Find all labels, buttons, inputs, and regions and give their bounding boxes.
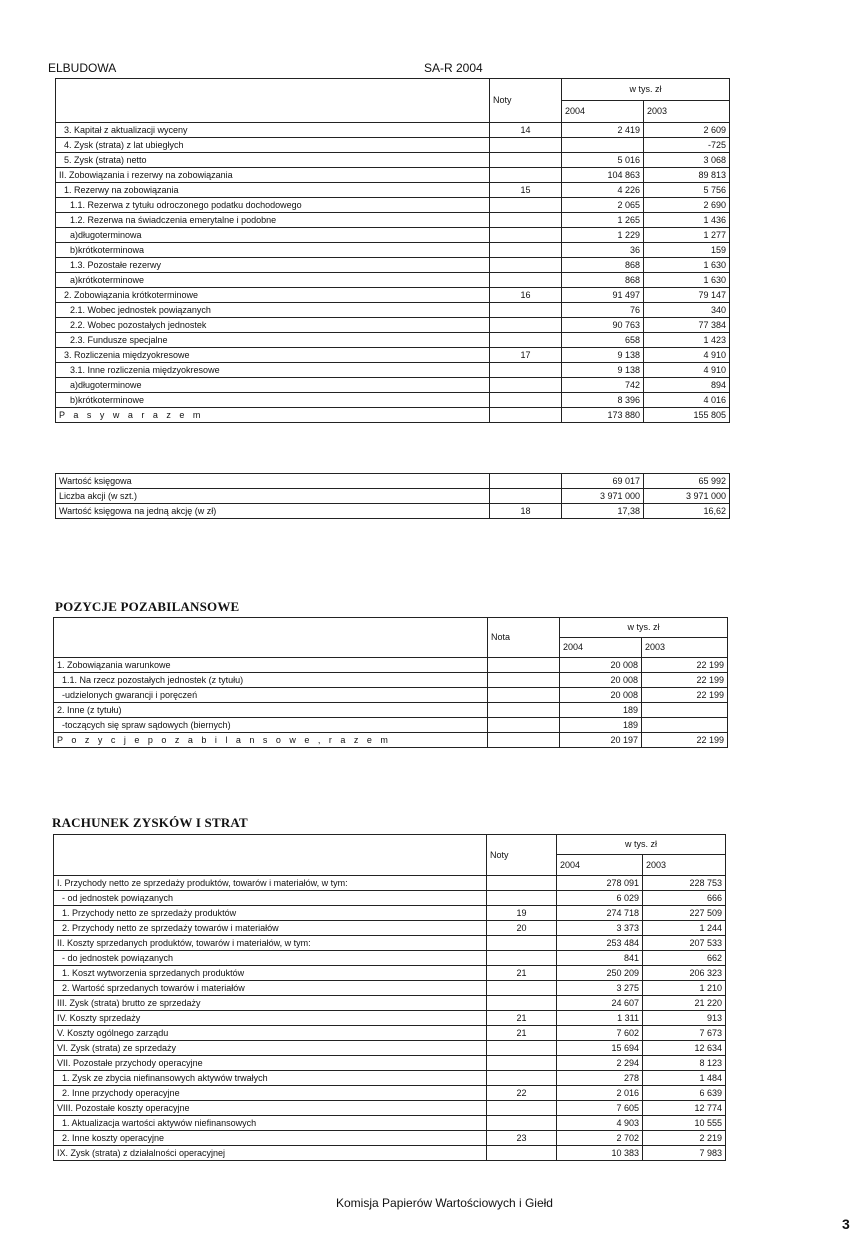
value-2004 <box>562 138 644 153</box>
row-note: 21 <box>487 1026 557 1041</box>
value-2003: 662 <box>643 951 726 966</box>
row-note <box>487 996 557 1011</box>
value-2004: 2 702 <box>557 1131 643 1146</box>
value-2003: 3 068 <box>644 153 730 168</box>
value-2003: 5 756 <box>644 183 730 198</box>
value-2004: 5 016 <box>562 153 644 168</box>
row-label: 1.2. Rezerwa na świadczenia emerytalne i podobne <box>56 213 490 228</box>
table-row <box>54 718 728 733</box>
footer-text: Komisja Papierów Wartościowych i Giełd <box>336 1196 553 1210</box>
report-id: SA-R 2004 <box>424 61 483 75</box>
row-note <box>490 378 562 393</box>
table-row <box>56 303 730 318</box>
value-2003: -725 <box>644 138 730 153</box>
table-row <box>56 378 730 393</box>
value-2004: 278 091 <box>557 876 643 891</box>
row-note <box>490 168 562 183</box>
value-2003: 1 436 <box>644 213 730 228</box>
table-row <box>56 474 730 489</box>
row-note <box>487 951 557 966</box>
row-note <box>490 243 562 258</box>
row-note <box>487 1101 557 1116</box>
row-note: 17 <box>490 348 562 363</box>
row-note: 22 <box>487 1086 557 1101</box>
value-2004: 90 763 <box>562 318 644 333</box>
table-row <box>54 981 726 996</box>
table-row <box>56 318 730 333</box>
table-row <box>54 658 728 673</box>
table-row <box>56 504 730 519</box>
table-row <box>56 363 730 378</box>
value-2003: 666 <box>643 891 726 906</box>
row-label: - od jednostek powiązanych <box>54 891 487 906</box>
value-2003: 2 609 <box>644 123 730 138</box>
row-note <box>487 876 557 891</box>
row-note <box>490 333 562 348</box>
row-label: 1. Rezerwy na zobowiązania <box>56 183 490 198</box>
value-2003 <box>642 703 728 718</box>
value-2003: 894 <box>644 378 730 393</box>
row-label: -udzielonych gwarancji i poręczeń <box>54 688 488 703</box>
table-row <box>54 951 726 966</box>
row-label: VIII. Pozostałe koszty operacyjne <box>54 1101 487 1116</box>
year-2004-header: 2004 <box>562 101 644 123</box>
value-2003: 22 199 <box>642 658 728 673</box>
row-note <box>488 703 560 718</box>
value-2004: 3 971 000 <box>562 489 644 504</box>
value-2003: 1 484 <box>643 1071 726 1086</box>
value-2004: 253 484 <box>557 936 643 951</box>
value-2003: 10 555 <box>643 1116 726 1131</box>
offbalance-table <box>53 617 728 748</box>
table-row <box>54 966 726 981</box>
header-blank <box>56 79 490 123</box>
row-label: II. Koszty sprzedanych produktów, towarów i materiałów, w tym: <box>54 936 487 951</box>
table-row <box>54 1101 726 1116</box>
year-2004-header: 2004 <box>557 855 643 876</box>
year-2003-header: 2003 <box>643 855 726 876</box>
table-row <box>54 1131 726 1146</box>
row-note <box>488 688 560 703</box>
balance-sheet-table <box>55 78 730 423</box>
row-label: 2. Wartość sprzedanych towarów i materiałów <box>54 981 487 996</box>
row-label: 3. Kapitał z aktualizacji wyceny <box>56 123 490 138</box>
value-2003: 1 210 <box>643 981 726 996</box>
row-label: VII. Pozostałe przychody operacyjne <box>54 1056 487 1071</box>
value-2003: 65 992 <box>644 474 730 489</box>
table-row <box>56 408 730 423</box>
row-note: 16 <box>490 288 562 303</box>
row-label: 2.3. Fundusze specjalne <box>56 333 490 348</box>
value-2003: 2 219 <box>643 1131 726 1146</box>
row-label: V. Koszty ogólnego zarządu <box>54 1026 487 1041</box>
value-2004: 69 017 <box>562 474 644 489</box>
table-row <box>54 1011 726 1026</box>
table-row <box>54 673 728 688</box>
table-row <box>56 168 730 183</box>
page-number: 3 <box>842 1216 850 1232</box>
pnl-title: RACHUNEK ZYSKÓW I STRAT <box>52 815 248 830</box>
table-row <box>54 733 728 748</box>
table-row <box>56 348 730 363</box>
value-2004: 20 008 <box>560 673 642 688</box>
table-row <box>54 906 726 921</box>
row-label: - do jednostek powiązanych <box>54 951 487 966</box>
value-2004: 76 <box>562 303 644 318</box>
row-note <box>487 1071 557 1086</box>
row-note <box>490 228 562 243</box>
row-label: Liczba akcji (w szt.) <box>56 489 490 504</box>
value-2004: 173 880 <box>562 408 644 423</box>
value-2003: 6 639 <box>643 1086 726 1101</box>
row-label: VI. Zysk (strata) ze sprzedaży <box>54 1041 487 1056</box>
row-note <box>490 153 562 168</box>
row-note <box>490 258 562 273</box>
value-2003: 4 910 <box>644 363 730 378</box>
row-label: III. Zysk (strata) brutto ze sprzedaży <box>54 996 487 1011</box>
header-blank <box>54 618 488 658</box>
value-2003: 1 630 <box>644 273 730 288</box>
row-label: 5. Zysk (strata) netto <box>56 153 490 168</box>
row-note <box>490 489 562 504</box>
value-2004: 9 138 <box>562 348 644 363</box>
table-row <box>56 213 730 228</box>
value-2004: 20 008 <box>560 688 642 703</box>
table-row <box>54 876 726 891</box>
value-2003: 1 630 <box>644 258 730 273</box>
value-2003: 22 199 <box>642 688 728 703</box>
value-2003: 22 199 <box>642 733 728 748</box>
value-2004: 9 138 <box>562 363 644 378</box>
value-2003: 3 971 000 <box>644 489 730 504</box>
value-2004: 10 383 <box>557 1146 643 1161</box>
value-2004: 278 <box>557 1071 643 1086</box>
row-label: P a s y w a r a z e m <box>56 408 490 423</box>
row-label: IV. Koszty sprzedaży <box>54 1011 487 1026</box>
book-value-table <box>55 473 730 519</box>
row-note: 18 <box>490 504 562 519</box>
value-2003: 340 <box>644 303 730 318</box>
value-2003: 228 753 <box>643 876 726 891</box>
row-label: 1.3. Pozostałe rezerwy <box>56 258 490 273</box>
row-label: 1.1. Na rzecz pozostałych jednostek (z tytułu) <box>54 673 488 688</box>
table-row <box>54 891 726 906</box>
value-2004: 104 863 <box>562 168 644 183</box>
row-note: 15 <box>490 183 562 198</box>
row-note <box>488 718 560 733</box>
value-2003: 1 423 <box>644 333 730 348</box>
row-note <box>487 936 557 951</box>
table-row <box>56 123 730 138</box>
value-2003: 159 <box>644 243 730 258</box>
row-label: Wartość księgowa <box>56 474 490 489</box>
row-label: 2. Inne koszty operacyjne <box>54 1131 487 1146</box>
value-2004: 189 <box>560 718 642 733</box>
table-row <box>56 138 730 153</box>
table-row <box>56 333 730 348</box>
company-name: ELBUDOWA <box>48 61 117 75</box>
value-2004: 3 275 <box>557 981 643 996</box>
row-label: 2. Zobowiązania krótkoterminowe <box>56 288 490 303</box>
row-note <box>490 213 562 228</box>
row-note <box>490 393 562 408</box>
row-label: I. Przychody netto ze sprzedaży produktów, towarów i materiałów, w tym: <box>54 876 487 891</box>
header-blank <box>54 835 487 876</box>
table-row <box>54 1086 726 1101</box>
row-label: -toczących się spraw sądowych (biernych) <box>54 718 488 733</box>
value-2004: 7 605 <box>557 1101 643 1116</box>
value-2003: 79 147 <box>644 288 730 303</box>
year-2003-header: 2003 <box>644 101 730 123</box>
value-2004: 250 209 <box>557 966 643 981</box>
table-row <box>56 198 730 213</box>
row-label: 2. Inne (z tytułu) <box>54 703 488 718</box>
unit-header: w tys. zł <box>560 618 728 638</box>
value-2004: 868 <box>562 273 644 288</box>
row-label: II. Zobowiązania i rezerwy na zobowiązania <box>56 168 490 183</box>
notes-column-header: Noty <box>490 79 562 123</box>
income-statement-table <box>53 834 726 1161</box>
row-note <box>488 733 560 748</box>
row-label: 1. Zobowiązania warunkowe <box>54 658 488 673</box>
year-2003-header: 2003 <box>642 638 728 658</box>
row-label: IX. Zysk (strata) z działalności operacyjnej <box>54 1146 487 1161</box>
value-2003: 1 244 <box>643 921 726 936</box>
row-note <box>488 673 560 688</box>
unit-header: w tys. zł <box>557 835 726 855</box>
row-note <box>490 303 562 318</box>
value-2004: 189 <box>560 703 642 718</box>
value-2004: 17,38 <box>562 504 644 519</box>
row-label: 1. Zysk ze zbycia niefinansowych aktywów trwałych <box>54 1071 487 1086</box>
table-row <box>54 1041 726 1056</box>
value-2004: 1 265 <box>562 213 644 228</box>
row-label: 1. Przychody netto ze sprzedaży produktów <box>54 906 487 921</box>
row-note <box>490 273 562 288</box>
value-2004: 20 008 <box>560 658 642 673</box>
unit-header: w tys. zł <box>562 79 730 101</box>
value-2003: 4 016 <box>644 393 730 408</box>
table-row <box>56 393 730 408</box>
row-label: 1. Koszt wytworzenia sprzedanych produktów <box>54 966 487 981</box>
table-row <box>54 936 726 951</box>
value-2003 <box>642 718 728 733</box>
value-2003: 4 910 <box>644 348 730 363</box>
row-label: 2.1. Wobec jednostek powiązanych <box>56 303 490 318</box>
row-note <box>488 658 560 673</box>
row-label: 4. Zysk (strata) z lat ubiegłych <box>56 138 490 153</box>
value-2004: 1 229 <box>562 228 644 243</box>
value-2003: 207 533 <box>643 936 726 951</box>
value-2004: 3 373 <box>557 921 643 936</box>
row-note <box>487 891 557 906</box>
row-label: 1. Aktualizacja wartości aktywów niefinansowych <box>54 1116 487 1131</box>
value-2003: 16,62 <box>644 504 730 519</box>
table-row <box>56 243 730 258</box>
value-2003: 89 813 <box>644 168 730 183</box>
row-label: 2.2. Wobec pozostałych jednostek <box>56 318 490 333</box>
value-2004: 742 <box>562 378 644 393</box>
value-2003: 7 673 <box>643 1026 726 1041</box>
value-2003: 1 277 <box>644 228 730 243</box>
value-2004: 15 694 <box>557 1041 643 1056</box>
row-note <box>487 1116 557 1131</box>
value-2004: 658 <box>562 333 644 348</box>
row-note <box>487 1146 557 1161</box>
offbalance-title: POZYCJE POZABILANSOWE <box>55 599 240 614</box>
value-2003: 227 509 <box>643 906 726 921</box>
value-2004: 841 <box>557 951 643 966</box>
table-row <box>56 228 730 243</box>
value-2004: 91 497 <box>562 288 644 303</box>
notes-column-header: Noty <box>487 835 557 876</box>
value-2003: 7 983 <box>643 1146 726 1161</box>
value-2004: 868 <box>562 258 644 273</box>
value-2004: 8 396 <box>562 393 644 408</box>
row-label: Wartość księgowa na jedną akcję (w zł) <box>56 504 490 519</box>
table-row <box>56 288 730 303</box>
row-note <box>487 1041 557 1056</box>
table-row <box>56 273 730 288</box>
row-label: 3.1. Inne rozliczenia międzyokresowe <box>56 363 490 378</box>
row-note: 20 <box>487 921 557 936</box>
row-label: 2. Inne przychody operacyjne <box>54 1086 487 1101</box>
row-label: a)długoterminowa <box>56 228 490 243</box>
row-note <box>490 138 562 153</box>
value-2003: 12 774 <box>643 1101 726 1116</box>
table-row <box>54 921 726 936</box>
table-row <box>54 1071 726 1086</box>
row-label: 1.1. Rezerwa z tytułu odroczonego podatku dochodowego <box>56 198 490 213</box>
value-2004: 6 029 <box>557 891 643 906</box>
value-2003: 21 220 <box>643 996 726 1011</box>
table-row <box>54 1026 726 1041</box>
value-2004: 2 419 <box>562 123 644 138</box>
table-row <box>56 153 730 168</box>
row-label: b)krótkoterminowe <box>56 393 490 408</box>
row-note: 21 <box>487 1011 557 1026</box>
value-2004: 36 <box>562 243 644 258</box>
row-note <box>490 198 562 213</box>
row-label: 2. Przychody netto ze sprzedaży towarów i materiałów <box>54 921 487 936</box>
row-note <box>490 363 562 378</box>
value-2003: 2 690 <box>644 198 730 213</box>
row-note <box>490 408 562 423</box>
value-2003: 8 123 <box>643 1056 726 1071</box>
row-note <box>487 1056 557 1071</box>
value-2004: 2 065 <box>562 198 644 213</box>
table-row <box>56 258 730 273</box>
value-2004: 274 718 <box>557 906 643 921</box>
value-2003: 155 805 <box>644 408 730 423</box>
value-2003: 12 634 <box>643 1041 726 1056</box>
table-row <box>54 688 728 703</box>
value-2004: 4 226 <box>562 183 644 198</box>
table-row <box>56 183 730 198</box>
row-note <box>490 318 562 333</box>
row-label: a)krótkoterminowe <box>56 273 490 288</box>
table-row <box>56 489 730 504</box>
value-2004: 4 903 <box>557 1116 643 1131</box>
value-2003: 77 384 <box>644 318 730 333</box>
value-2004: 2 016 <box>557 1086 643 1101</box>
table-row <box>54 996 726 1011</box>
row-label: b)krótkoterminowa <box>56 243 490 258</box>
value-2004: 24 607 <box>557 996 643 1011</box>
row-note: 21 <box>487 966 557 981</box>
row-label: a)długoterminowe <box>56 378 490 393</box>
row-label: 3. Rozliczenia międzyokresowe <box>56 348 490 363</box>
row-note <box>490 474 562 489</box>
row-note: 19 <box>487 906 557 921</box>
row-note: 23 <box>487 1131 557 1146</box>
value-2003: 22 199 <box>642 673 728 688</box>
value-2004: 7 602 <box>557 1026 643 1041</box>
row-note: 14 <box>490 123 562 138</box>
table-row <box>54 1116 726 1131</box>
row-label: P o z y c j e p o z a b i l a n s o w e , r a z e m <box>54 733 488 748</box>
year-2004-header: 2004 <box>560 638 642 658</box>
value-2004: 20 197 <box>560 733 642 748</box>
row-note <box>487 981 557 996</box>
value-2003: 206 323 <box>643 966 726 981</box>
value-2004: 1 311 <box>557 1011 643 1026</box>
value-2003: 913 <box>643 1011 726 1026</box>
value-2004: 2 294 <box>557 1056 643 1071</box>
table-row <box>54 1146 726 1161</box>
table-row <box>54 703 728 718</box>
note-column-header: Nota <box>488 618 560 658</box>
table-row <box>54 1056 726 1071</box>
